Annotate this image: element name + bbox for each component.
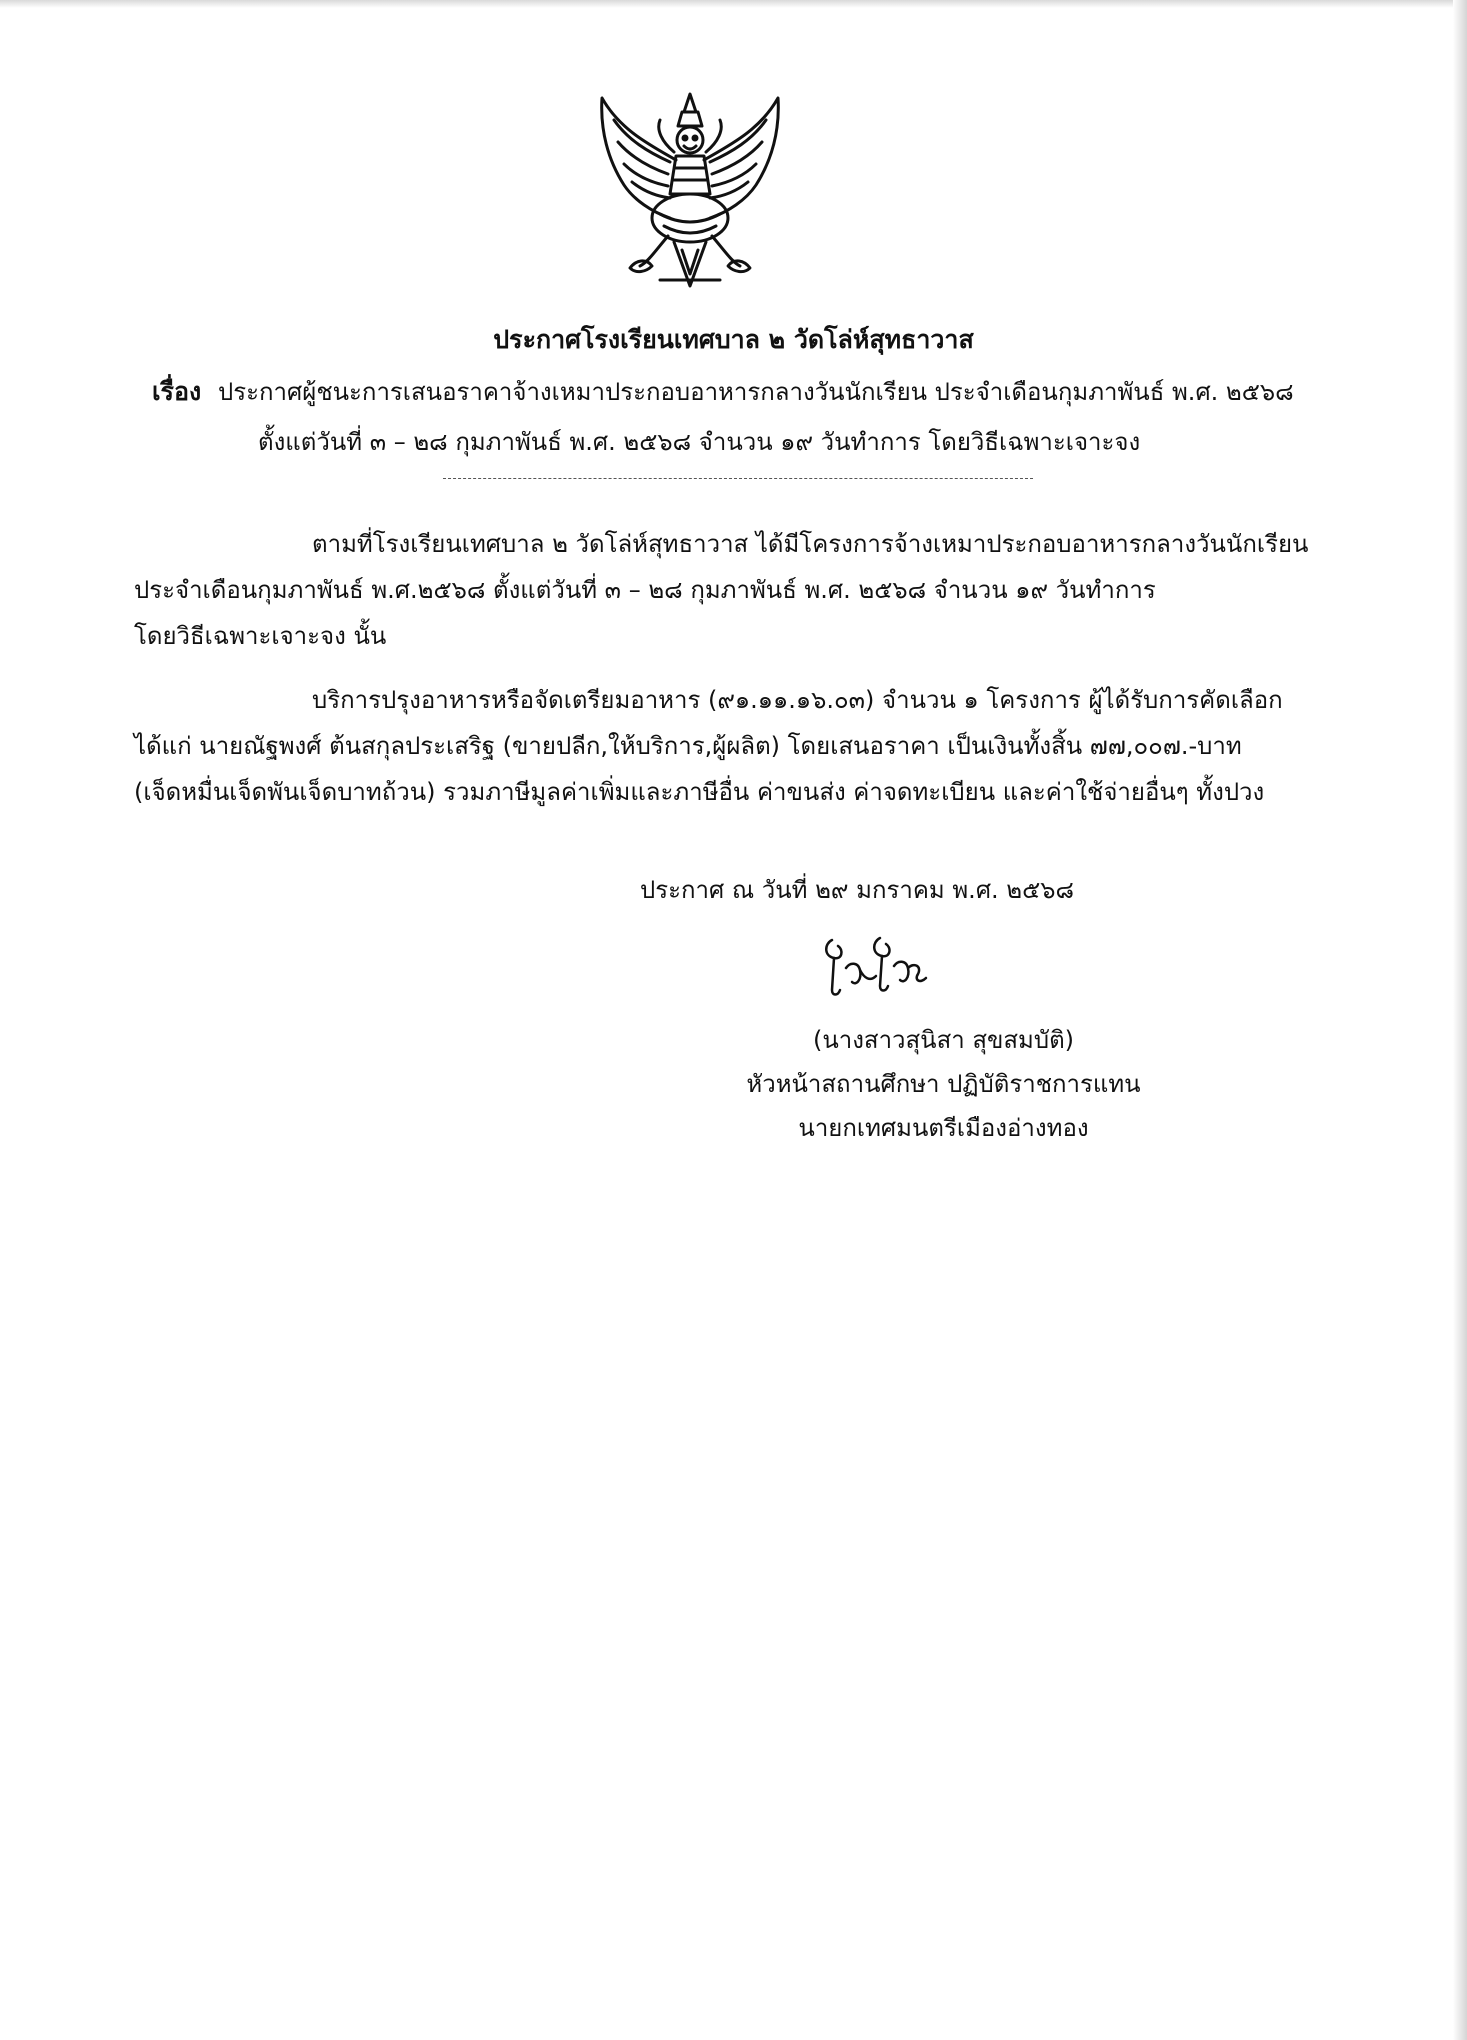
handwritten-signature — [810, 920, 950, 1000]
paragraph-1-line-2: ประจำเดือนกุมภาพันธ์ พ.ศ.๒๕๖๘ ตั้งแต่วันที่ ๓ – ๒๘ กุมภาพันธ์ พ.ศ. ๒๕๖๘ จำนวน ๑๙ วันทำการ — [134, 576, 1156, 604]
subject-line-2: ตั้งแต่วันที่ ๓ – ๒๘ กุมภาพันธ์ พ.ศ. ๒๕๖๘ จำนวน ๑๙ วันทำการ โดยวิธีเฉพาะเจาะจง — [258, 428, 1141, 456]
document-title: ประกาศโรงเรียนเทศบาล ๒ วัดโล่ห์สุทธาวาส — [493, 325, 974, 354]
separator-line — [443, 478, 1033, 481]
paragraph-2-line-3: (เจ็ดหมื่นเจ็ดพันเจ็ดบาทถ้วน) รวมภาษีมูลค่าเพิ่มและภาษีอื่น ค่าขนส่ง ค่าจดทะเบียน และค่าใช้จ่ายอื่นๆ ทั้งปวง — [134, 778, 1265, 806]
page-right-edge — [1453, 0, 1467, 2040]
paragraph-2-line-1: บริการปรุงอาหารหรือจัดเตรียมอาหาร (๙๑.๑๑.๑๖.๐๓) จำนวน ๑ โครงการ ผู้ได้รับการคัดเลือก — [312, 686, 1283, 714]
paragraph-1-line-1: ตามที่โรงเรียนเทศบาล ๒ วัดโล่ห์สุทธาวาส ได้มีโครงการจ้างเหมาประกอบอาหารกลางวันนักเรียน — [312, 530, 1309, 558]
signatory-position-2: นายกเทศมนตรีเมืองอ่างทอง — [798, 1114, 1089, 1142]
signatory-name: (นางสาวสุนิสา สุขสมบัติ) — [812, 1026, 1075, 1054]
signatory-position-1: หัวหน้าสถานศึกษา ปฏิบัติราชการแทน — [746, 1070, 1141, 1098]
subject-label: เรื่อง — [152, 377, 202, 406]
page-top-edge — [0, 0, 1467, 8]
paragraph-2-line-2: ได้แก่ นายณัฐพงศ์ ต้นสกุลประเสริฐ (ขายปลีก,ให้บริการ,ผู้ผลิต) โดยเสนอราคา เป็นเงินทั้งสิ้น ๗๗,๐๐๗.-บาท — [134, 732, 1242, 760]
garuda-emblem-icon — [590, 90, 790, 300]
paragraph-1-line-3: โดยวิธีเฉพาะเจาะจง นั้น — [134, 622, 387, 650]
announcement-date: ประกาศ ณ วันที่ ๒๙ มกราคม พ.ศ. ๒๕๖๘ — [640, 876, 1075, 904]
subject-line-1: ประกาศผู้ชนะการเสนอราคาจ้างเหมาประกอบอาหารกลางวันนักเรียน ประจำเดือนกุมภาพันธ์ พ.ศ. ๒๕๖๘ — [218, 378, 1294, 406]
